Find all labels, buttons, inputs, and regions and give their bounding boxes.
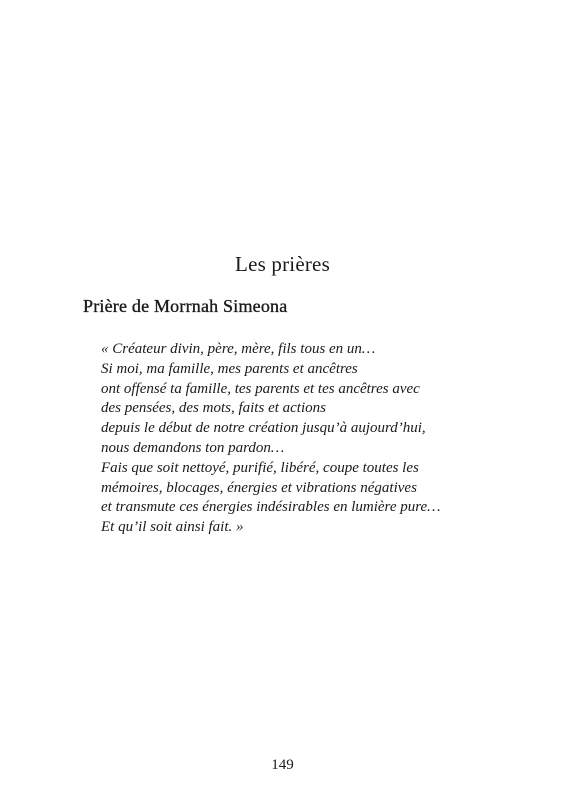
prayer-line: des pensées, des mots, faits et actions <box>101 400 326 417</box>
prayer-line: Fais que soit nettoyé, purifié, libéré, coupe toutes les <box>101 459 419 476</box>
prayer-text <box>101 340 461 538</box>
prayer-line: nous demandons ton pardon… <box>101 439 285 456</box>
chapter-title: Les prières <box>235 252 330 276</box>
prayer-line: depuis le début de notre création jusqu’à aujourd’hui, <box>101 420 426 437</box>
section-title: Prière de Morrnah Simeona <box>83 296 288 316</box>
prayer-line: mémoires, blocages, énergies et vibrations négatives <box>101 479 417 496</box>
prayer-line: et transmute ces énergies indésirables en lumière pure… <box>101 499 441 516</box>
prayer-line: ont offensé ta famille, tes parents et tes ancêtres avec <box>101 380 420 397</box>
page-number: 149 <box>271 757 294 773</box>
prayer-line: Et qu’il soit ainsi fait. » <box>101 519 244 536</box>
prayer-line: Si moi, ma famille, mes parents et ancêtres <box>101 360 358 377</box>
prayer-line: « Créateur divin, père, mère, fils tous en un… <box>101 341 376 357</box>
